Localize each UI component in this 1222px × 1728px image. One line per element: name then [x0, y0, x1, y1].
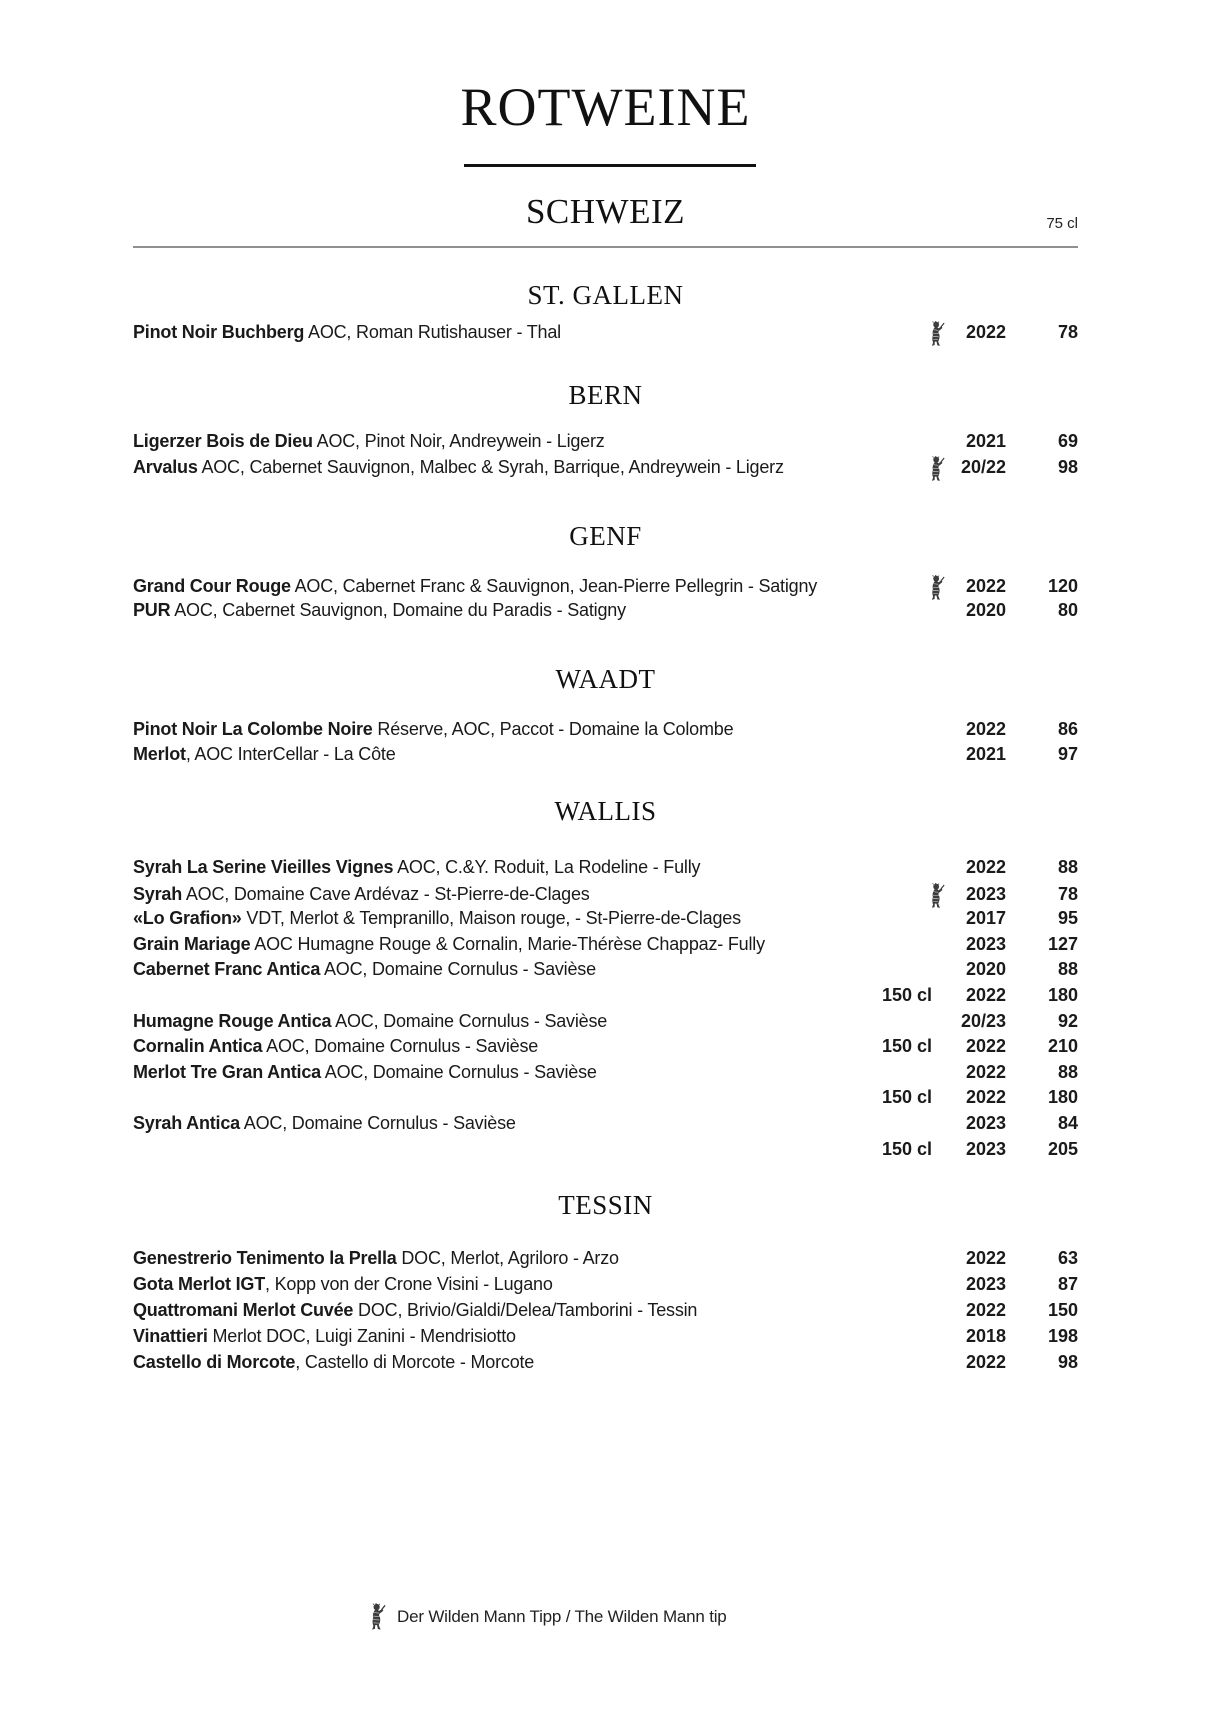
vintage-year: 2022	[965, 857, 1006, 877]
bottle-size-cell	[868, 572, 932, 599]
wine-description: DOC, Brivio/Gialdi/Delea/Tamborini - Tessin	[353, 1300, 698, 1320]
wine-description: AOC, Cabernet Sauvignon, Domaine du Paradis - Satigny	[170, 600, 626, 620]
vintage-year: 2022	[965, 1352, 1006, 1372]
vintage-year: 20/22	[960, 456, 1006, 477]
wine-description: AOC, Cabernet Sauvignon, Malbec & Syrah, Barrique, Andreywein - Ligerz	[197, 456, 784, 477]
page-title: ROTWEINE	[460, 77, 751, 137]
wine-name-cell	[133, 454, 868, 480]
vintage-year: 2022	[965, 1248, 1006, 1268]
bottle-size-cell	[868, 453, 932, 480]
wine-row	[133, 572, 1078, 598]
wine-row	[133, 1271, 1078, 1297]
price: 84	[1057, 1113, 1078, 1133]
wine-name-cell	[133, 1297, 868, 1323]
price: 86	[1057, 719, 1078, 739]
wilden-mann-figure-icon	[928, 456, 945, 482]
price: 69	[1057, 431, 1078, 451]
vintage-year: 2022	[965, 719, 1006, 739]
wilden-mann-figure-icon	[368, 1602, 386, 1632]
price: 78	[1057, 883, 1078, 904]
wine-name: Humagne Rouge Antica	[133, 1011, 332, 1031]
wine-name: «Lo Grafion»	[133, 908, 242, 928]
wine-description: AOC, Pinot Noir, Andreywein - Ligerz	[312, 431, 605, 451]
wine-name-cell	[133, 905, 868, 931]
tip-legend	[368, 1602, 727, 1632]
tip-legend-text: Der Wilden Mann Tipp / The Wilden Mann tip	[397, 1607, 727, 1626]
price: 63	[1057, 1248, 1078, 1268]
wine-row	[133, 453, 1078, 479]
wine-name: Gota Merlot IGT	[133, 1274, 266, 1294]
wine-description: AOC, Roman Rutishauser - Thal	[304, 321, 561, 342]
wine-description: Merlot DOC, Luigi Zanini - Mendrisiotto	[207, 1326, 516, 1346]
vintage-year: 2022	[965, 1036, 1006, 1056]
wine-row	[133, 716, 1078, 742]
wine-name-cell	[133, 931, 868, 957]
vintage-year: 2018	[965, 1326, 1006, 1346]
bottle-size-cell	[868, 318, 932, 345]
wine-name: Vinattieri	[133, 1326, 208, 1346]
wine-name-cell	[133, 1110, 868, 1136]
wine-row	[133, 1323, 1078, 1349]
wine-name: Syrah	[133, 883, 183, 904]
wine-description: AOC Humagne Rouge & Cornalin, Marie-Thérèse Chappaz- Fully	[250, 934, 765, 954]
wine-description: , Kopp von der Crone Visini - Lugano	[265, 1274, 553, 1294]
section-heading: ST. GALLEN	[527, 280, 684, 310]
bottle-size-cell: 150 cl	[881, 1036, 932, 1056]
section-heading: GENF	[569, 521, 642, 551]
wine-name-cell	[133, 716, 868, 742]
vintage-year: 2022	[965, 1300, 1006, 1320]
wine-description: AOC, C.&Y. Roduit, La Rodeline - Fully	[393, 857, 701, 877]
price: 205	[1047, 1139, 1078, 1159]
wine-description: DOC, Merlot, Agriloro - Arzo	[396, 1248, 619, 1268]
wine-name: Pinot Noir La Colombe Noire	[133, 719, 373, 739]
wine-name: Quattromani Merlot Cuvée	[133, 1300, 354, 1320]
wine-description: AOC, Domaine Cornulus - Savièse	[331, 1011, 608, 1031]
wine-name-cell	[133, 1008, 868, 1034]
vintage-year: 2022	[965, 985, 1006, 1005]
vintage-year: 2021	[965, 431, 1006, 451]
wine-name: Genestrerio Tenimento la Prella	[133, 1248, 397, 1268]
wine-name: Grand Cour Rouge	[133, 575, 291, 596]
price: 98	[1057, 456, 1078, 477]
vintage-year: 2023	[965, 883, 1006, 904]
price: 180	[1047, 1087, 1078, 1107]
wine-name-cell	[133, 597, 868, 623]
wine-name: Syrah La Serine Vieilles Vignes	[133, 857, 394, 877]
wine-name: Cabernet Franc Antica	[133, 959, 321, 979]
wilden-mann-figure-icon	[928, 321, 945, 347]
price: 92	[1057, 1011, 1078, 1031]
wine-name-cell	[133, 1059, 868, 1085]
wine-name-cell	[133, 881, 868, 907]
bottle-size-cell: 150 cl	[881, 1139, 932, 1159]
price: 78	[1057, 321, 1078, 342]
wine-name: Castello di Morcote	[133, 1352, 296, 1372]
wine-name: PUR	[133, 600, 171, 620]
header-divider	[133, 246, 1078, 248]
price: 88	[1057, 959, 1078, 979]
wine-row	[133, 854, 1078, 880]
wine-row	[133, 597, 1078, 623]
wine-name: Merlot Tre Gran Antica	[133, 1062, 321, 1082]
wine-row	[133, 1008, 1078, 1034]
section-heading: WAADT	[555, 664, 656, 694]
wine-name: Grain Mariage	[133, 934, 251, 954]
section-heading: TESSIN	[558, 1190, 653, 1220]
wine-row	[133, 1245, 1078, 1271]
wine-name-cell	[133, 1349, 868, 1375]
vintage-year: 20/23	[960, 1011, 1006, 1031]
price: 98	[1057, 1352, 1078, 1372]
wine-description: VDT, Merlot & Tempranillo, Maison rouge, - St-Pierre-de-Clages	[241, 908, 741, 928]
wine-name-cell	[133, 741, 868, 767]
price: 87	[1057, 1274, 1078, 1294]
price: 150	[1047, 1300, 1078, 1320]
price: 95	[1057, 908, 1078, 928]
price: 80	[1057, 600, 1078, 620]
wine-description: AOC, Domaine Cornulus - Savièse	[320, 959, 596, 979]
bottle-size-cell: 150 cl	[881, 985, 932, 1005]
vintage-year: 2021	[965, 744, 1006, 764]
wine-name: Ligerzer Bois de Dieu	[133, 431, 313, 451]
volume-label: 75 cl	[1046, 215, 1078, 232]
country-heading: SCHWEIZ	[525, 192, 686, 231]
wine-name-cell	[133, 1271, 868, 1297]
price: 88	[1057, 857, 1078, 877]
price: 180	[1047, 985, 1078, 1005]
wine-row	[133, 318, 1078, 344]
price: 120	[1047, 575, 1078, 596]
price: 97	[1057, 744, 1078, 764]
wine-name-cell	[133, 854, 868, 880]
wine-description: AOC, Cabernet Franc & Sauvignon, Jean-Pierre Pellegrin - Satigny	[290, 575, 818, 596]
wine-name-cell	[133, 1245, 868, 1271]
wine-row	[133, 1136, 1078, 1162]
wine-row	[133, 1033, 1078, 1059]
vintage-year: 2022	[965, 575, 1006, 596]
title-underline	[464, 164, 756, 167]
wine-description: AOC, Domaine Cornulus - Savièse	[262, 1036, 539, 1056]
wine-name: Merlot	[133, 744, 186, 764]
wine-row	[133, 931, 1078, 957]
wine-name: Arvalus	[133, 456, 198, 477]
price: 210	[1047, 1036, 1078, 1056]
vintage-year: 2023	[965, 1139, 1006, 1159]
vintage-year: 2023	[965, 1274, 1006, 1294]
wine-description: AOC, Domaine Cornulus - Savièse	[320, 1062, 597, 1082]
wine-name: Cornalin Antica	[133, 1036, 263, 1056]
wine-name: Pinot Noir Buchberg	[133, 321, 305, 342]
wine-row	[133, 741, 1078, 767]
wine-row	[133, 1297, 1078, 1323]
price: 198	[1047, 1326, 1078, 1346]
vintage-year: 2023	[965, 934, 1006, 954]
bottle-size-cell: 150 cl	[881, 1087, 932, 1107]
wine-row	[133, 982, 1078, 1008]
vintage-year: 2022	[965, 1062, 1006, 1082]
wine-row	[133, 1110, 1078, 1136]
wine-row	[133, 956, 1078, 982]
wine-name-cell	[133, 319, 868, 345]
vintage-year: 2017	[965, 908, 1006, 928]
wine-row	[133, 1059, 1078, 1085]
vintage-year: 2022	[965, 321, 1006, 342]
wine-name: Syrah Antica	[133, 1113, 240, 1133]
wine-row	[133, 428, 1078, 454]
wine-name-cell	[133, 428, 868, 454]
section-heading: WALLIS	[554, 796, 657, 826]
price: 127	[1047, 934, 1078, 954]
bottle-size-cell	[868, 880, 932, 907]
wine-description: AOC, Domaine Cornulus - Savièse	[239, 1113, 516, 1133]
wine-row	[133, 1349, 1078, 1375]
wine-name-cell	[133, 573, 868, 599]
wine-row	[133, 1084, 1078, 1110]
wine-name-cell	[133, 1323, 868, 1349]
wine-description: , Castello di Morcote - Morcote	[295, 1352, 535, 1372]
section-heading: BERN	[568, 380, 643, 410]
wine-row	[133, 905, 1078, 931]
wine-description: Réserve, AOC, Paccot - Domaine la Colombe	[372, 719, 734, 739]
wine-description: AOC, Domaine Cave Ardévaz - St-Pierre-de-Clages	[182, 883, 590, 904]
wine-description: , AOC InterCellar - La Côte	[185, 744, 396, 764]
vintage-year: 2022	[965, 1087, 1006, 1107]
vintage-year: 2023	[965, 1113, 1006, 1133]
price: 88	[1057, 1062, 1078, 1082]
wine-name-cell	[133, 1033, 868, 1059]
vintage-year: 2020	[965, 600, 1006, 620]
wine-row	[133, 880, 1078, 906]
vintage-year: 2020	[965, 959, 1006, 979]
wine-name-cell	[133, 956, 868, 982]
